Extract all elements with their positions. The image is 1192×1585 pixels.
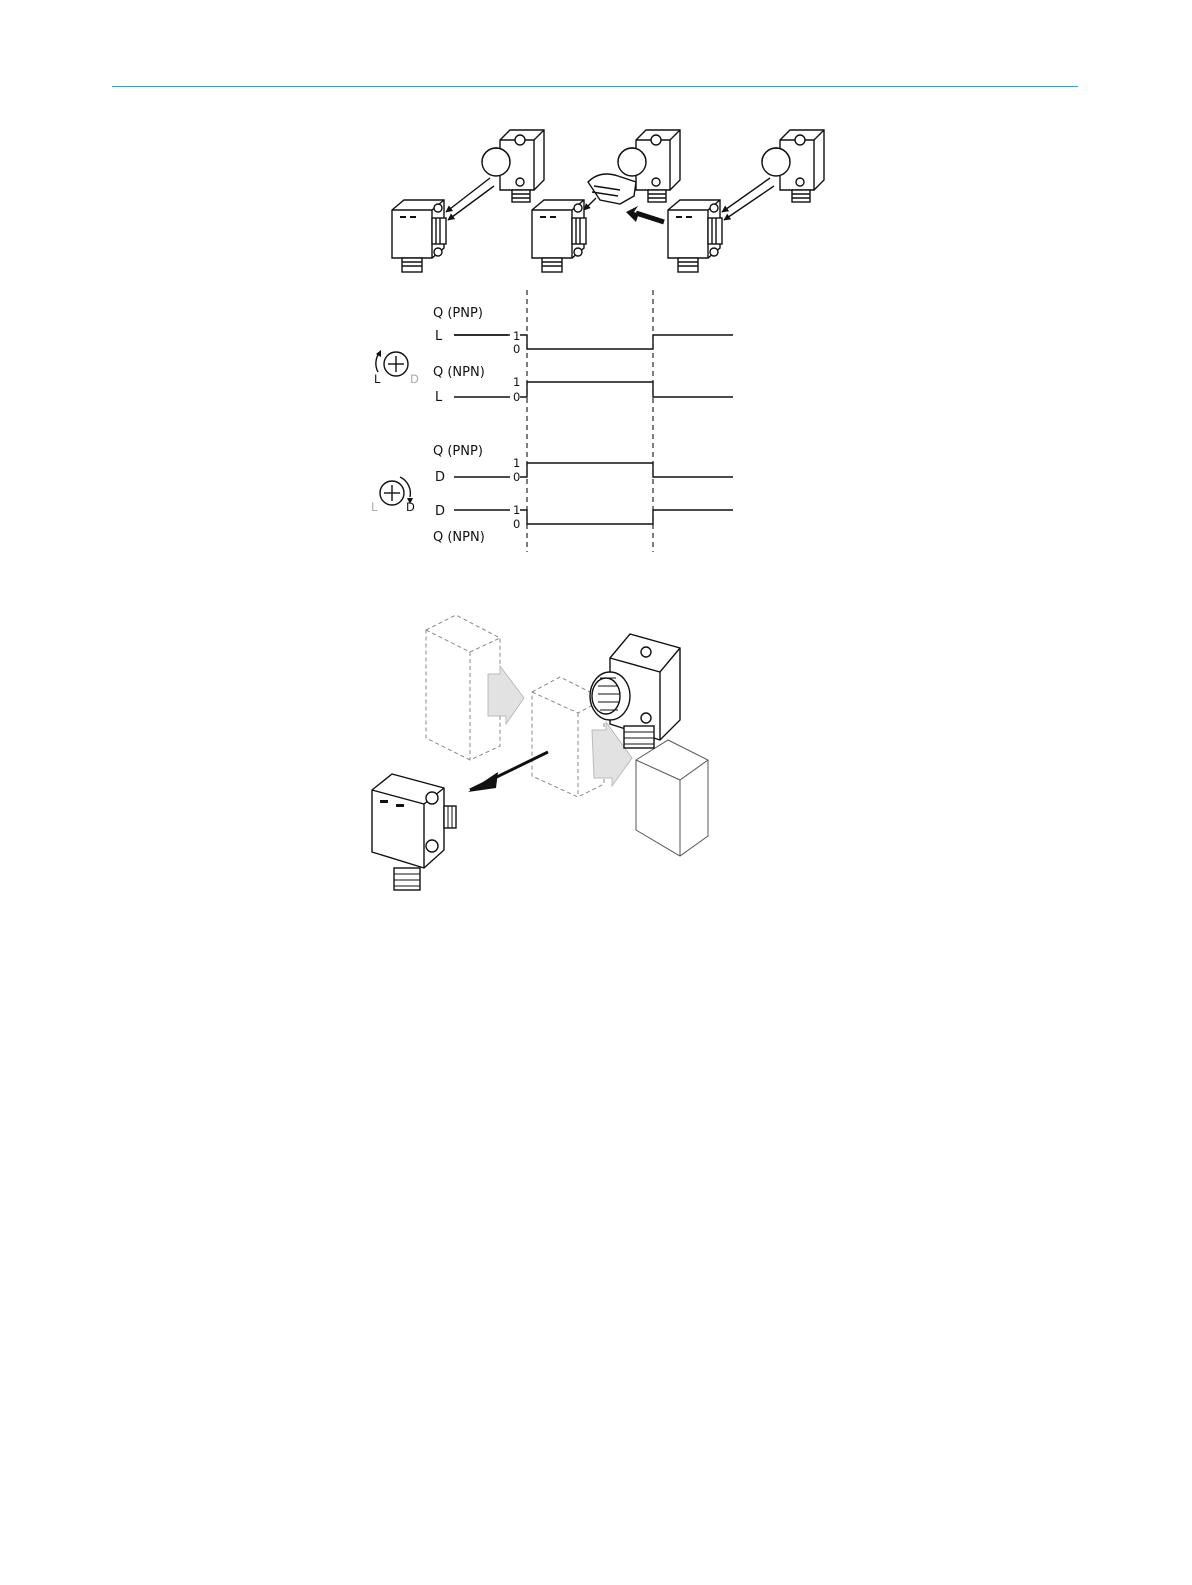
npn-low-light: 0: [513, 390, 521, 404]
pnp-title-dark: Q (PNP): [433, 444, 483, 459]
npn-mode-dark: D: [435, 504, 446, 519]
target-box-icon: [636, 740, 708, 856]
knob-label-active-dark: D: [406, 500, 415, 514]
npn-mode-light: L: [435, 390, 443, 405]
signal-npn-dark-wave: [520, 510, 733, 524]
npn-high-light: 1: [513, 375, 521, 389]
pnp-title-light: Q (PNP): [433, 306, 483, 321]
knob-label-active: L: [374, 372, 381, 386]
pnp-high-light: 1: [513, 329, 521, 343]
knob-light-on-icon: [376, 350, 408, 376]
receiver-sensor-icon: [372, 774, 456, 890]
npn-title-dark: Q (NPN): [433, 530, 485, 545]
pnp-mode-dark: D: [435, 470, 446, 485]
pnp-low-dark: 0: [513, 470, 521, 484]
knob-label-inactive: D: [410, 372, 419, 386]
sensor-illustration-top: [0, 0, 1192, 300]
motion-arrow-1-icon: [488, 666, 524, 724]
npn-title-light: Q (NPN): [433, 365, 485, 380]
npn-high-dark: 1: [513, 503, 521, 517]
timing-diagram: [0, 280, 1192, 580]
signal-pnp-dark-wave: [520, 463, 733, 477]
sensor-illustration-bottom: [0, 600, 1192, 920]
hand-interrupting-beam-icon: [532, 130, 680, 272]
sensor-pair-beam-restored-icon: [668, 130, 824, 272]
signal-npn-light-wave: [520, 382, 733, 397]
signal-pnp-light-wave: [520, 335, 733, 349]
npn-low-dark: 0: [513, 517, 521, 531]
sensor-pair-beam-clear-icon: [392, 130, 544, 272]
pnp-high-dark: 1: [513, 456, 521, 470]
pnp-mode-light: L: [435, 329, 443, 344]
knob-label-inactive-dark: L: [371, 500, 378, 514]
pnp-low-light: 0: [513, 342, 521, 356]
